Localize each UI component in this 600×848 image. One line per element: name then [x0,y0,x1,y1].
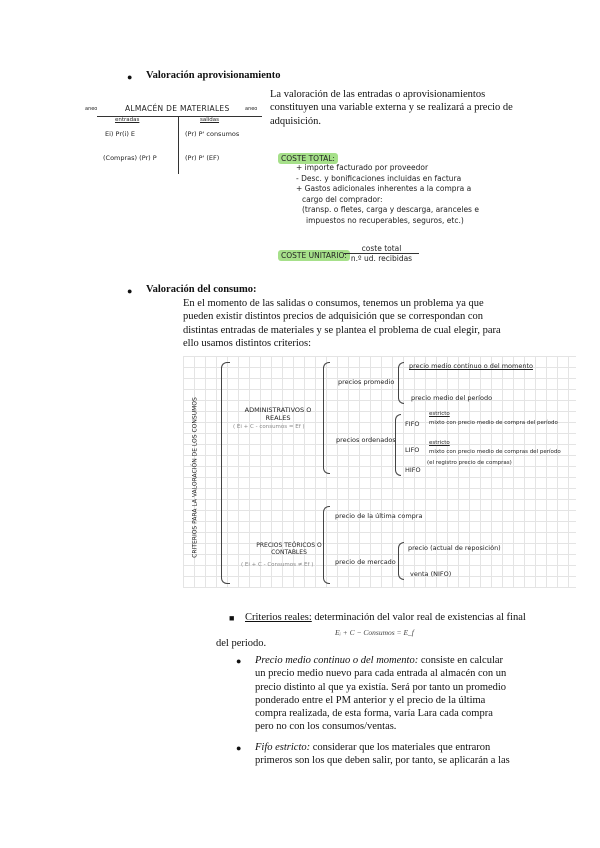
coste-line: - Desc. y bonificaciones incluidas en factura [296,173,462,183]
teoricos-sub: ( Ei + C - Consumos ≠ Ef ) [241,562,314,568]
ledger-col-entradas: entradas [115,117,140,123]
paragraph-line: distintas entradas de materiales y se plantea el problema de cual elegir, para [183,324,501,336]
item-line: ponderado entre el PM anterior y el precio de la última [255,694,486,706]
paragraph-line: constituyen una variable externa y se realizará a precio de [270,102,513,114]
ledger-cell: Ei) Pr(i) E [105,130,136,138]
item-line: primeros son los que deben salir, por tanto, se aplicarán a las [255,755,510,767]
coste-line: cargo del comprador: [302,194,383,204]
coste-note [278,150,538,268]
ledger-cell: (Pr) P' (EF) [185,154,220,162]
admin-brace [323,362,330,474]
item-label: Fifo estricto: [255,742,311,753]
ordenados-brace [395,414,401,476]
hifo-text: (el registro precio de compras) [427,460,512,466]
fraction-bottom: n.º ud. recibidas [350,254,413,263]
teoricos-brace [323,506,330,584]
pm-continuo-item [255,654,570,734]
item-line: un precio medio nuevo para cada entrada al almacén con un [255,668,507,680]
ledger-left-label: aneo [85,106,98,112]
coste-line: (transp. o fletes, carga y descarga, aranceles e [302,205,479,214]
continuation-text: del periodo. [216,638,267,649]
hifo-label: HIFO [405,466,421,474]
item-line: compra realizada, de esta forma, varía Lara cada compra [255,708,493,720]
ledger-col-salidas: salidas [200,117,220,123]
coste-fraction [344,244,419,263]
ledger-divider [178,116,179,174]
fifo-mixto: mixto con precio medio de compra del período [429,420,558,426]
precio-mercado: precio de mercado [335,558,396,566]
mercado-brace [398,542,404,580]
fifo-estricto: estricto [429,411,450,417]
venta-nifo: venta (NIFO) [410,570,452,578]
bullet: ● [127,286,133,296]
diagram-vertical-label: CRITERIOS PARA LA VALORACIÓN DE LOS CONSUMOS [191,397,199,558]
criterios-formula: Eᵢ + C − Consumos = E_f [335,628,414,637]
section-title: Valoración aprovisionamiento [146,70,281,81]
ledger-right-label: aneo [245,106,258,112]
criterios-reales-text: determinación del valor real de existencias al final [311,612,526,623]
paragraph-line: ello usamos distintos criterios: [183,337,312,349]
fifo-estricto-item [255,741,570,768]
criterios-diagram [183,356,576,588]
admin-title: ADMINISTRATIVOS O REALES [244,406,312,422]
consumo-paragraph [183,297,563,350]
ledger-cell: (Pr) P' consumos [185,130,240,138]
criterios-reales-label: Criterios reales: [245,612,312,623]
precios-ordenados: precios ordenados [336,436,396,444]
bullet: ● [236,743,242,753]
fraction-top: coste total [344,244,419,254]
coste-unitario-label: COSTE UNITARIO: [278,250,350,261]
main-brace [221,362,230,584]
item-text: considerar que los materiales que entraron [310,742,491,753]
teoricos-title: PRECIOS TEÓRICOS O CONTABLES [256,542,322,556]
criterios-reales-line [245,611,575,624]
paragraph-line: La valoración de las entradas o aprovisionamientos [270,89,486,100]
ultima-compra: precio de la última compra [335,512,423,520]
precio-promedio: precios promedio [338,378,395,386]
square-bullet: ■ [229,613,235,623]
pm-periodo: precio medio del período [411,394,493,402]
lifo-label: LIFO [405,446,420,454]
reposicion: precio (actual de reposición) [408,544,501,552]
section-title: Valoración del consumo: [146,284,257,295]
ledger-cell: (Compras) (Pr) P [103,154,157,162]
bullet: ● [236,656,242,666]
coste-total-label: COSTE TOTAL: [278,153,338,164]
item-text: consiste en calcular [418,655,504,666]
item-line: pero no con los consumos/ventas. [255,721,397,733]
coste-line: + Gastos adicionales inherentes a la compra a [296,184,472,193]
ledger-title: ALMACÉN DE MATERIALES [125,104,230,113]
lifo-mixto: mixto con precio medio de compras del período [429,449,561,455]
bullet: ● [127,72,133,82]
pm-continuo: precio medio continuo o del momento [409,362,534,370]
aprovisionamiento-paragraph [270,88,570,128]
lifo-estricto: estricto [429,440,450,446]
almacen-ledger [85,98,270,178]
fifo-label: FIFO [405,420,420,428]
coste-line: + importe facturado por proveedor [296,163,429,172]
promedio-brace [398,362,404,404]
coste-lines [296,163,479,226]
paragraph-line: adquisición. [270,115,322,127]
paragraph-line: En el momento de las salidas o consumos, tenemos un problema ya que [183,298,484,309]
coste-line: impuestos no recuperables, seguros, etc.) [306,215,464,225]
admin-sub: ( Ei + C - consumos = Ef ) [233,424,305,430]
item-line: precio distinto al que ya existía. Será por tanto un promedio [255,681,507,693]
item-label: Precio medio continuo o del momento: [255,655,419,666]
paragraph-line: pueden existir distintos precios de adquisición que se correspondan con [183,311,484,323]
